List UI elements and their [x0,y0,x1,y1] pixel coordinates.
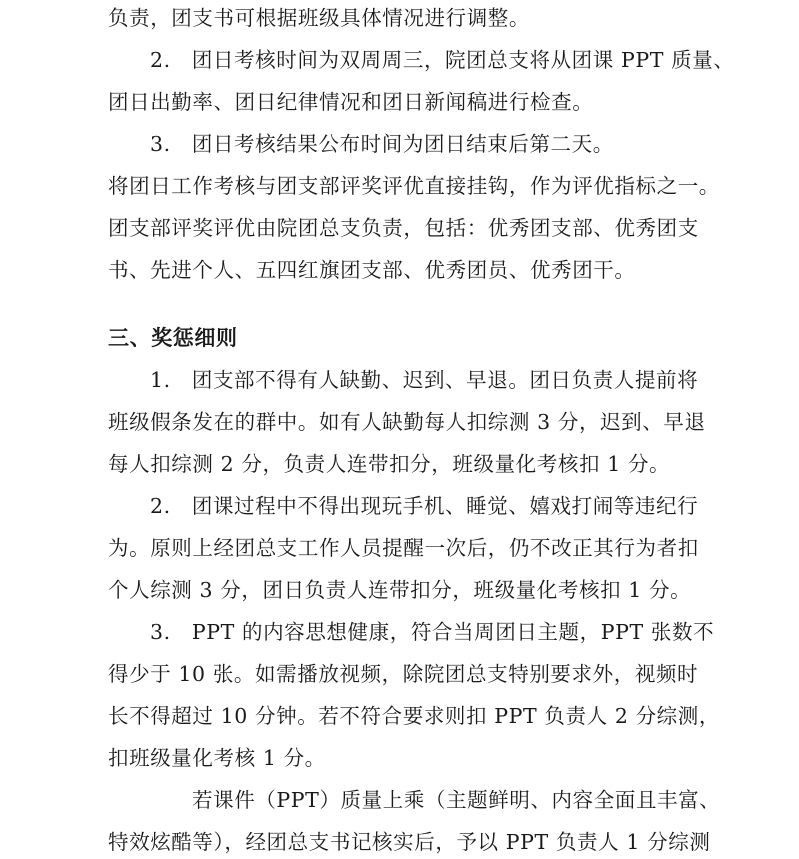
text-line: 个人综测 3 分，团日负责人连带扣分，班级量化考核扣 1 分。 [108,578,692,602]
text-line: 特效炫酷等），经团总支书记核实后，予以 PPT 负责人 1 分综测 [108,830,711,854]
text-line: 得少于 10 张。如需播放视频，除院团总支特别要求外，视频时 [108,662,699,686]
text-line: 3. 团日考核结果公布时间为团日结束后第二天。 [150,132,614,156]
text-line: 将团日工作考核与团支部评奖评优直接挂钩，作为评优指标之一。 [108,174,720,198]
text-line: 团日出勤率、团日纪律情况和团日新闻稿进行检查。 [108,90,594,114]
text-line: 每人扣综测 2 分，负责人连带扣分，班级量化考核扣 1 分。 [108,452,671,476]
text-line: 2. 团日考核时间为双周周三，院团总支将从团课 PPT 质量、 [150,48,735,72]
text-line: 班级假条发在的群中。如有人缺勤每人扣综测 3 分，迟到、早退 [108,410,706,434]
text-line: 团支部评奖评优由院团总支负责，包括：优秀团支部、优秀团支 [108,216,699,240]
text-line: 3. PPT 的内容思想健康，符合当周团日主题，PPT 张数不 [150,620,715,644]
text-line: 负责，团支书可根据班级具体情况进行调整。 [108,6,530,30]
text-line: 为。原则上经团总支工作人员提醒一次后，仍不改正其行为者扣 [108,536,699,560]
text-line: 书、先进个人、五四红旗团支部、优秀团员、优秀团干。 [108,258,636,282]
text-line: 扣班级量化考核 1 分。 [108,746,326,770]
text-line: 1. 团支部不得有人缺勤、迟到、早退。团日负责人提前将 [150,368,699,392]
text-line: 若课件（PPT）质量上乘（主题鲜明、内容全面且丰富、 [192,788,721,812]
text-line: 2. 团课过程中不得出现玩手机、睡觉、嬉戏打闹等违纪行 [150,494,699,518]
section-heading: 三、奖惩细则 [108,325,238,350]
text-line: 长不得超过 10 分钟。若不符合要求则扣 PPT 负责人 2 分综测， [108,704,720,728]
